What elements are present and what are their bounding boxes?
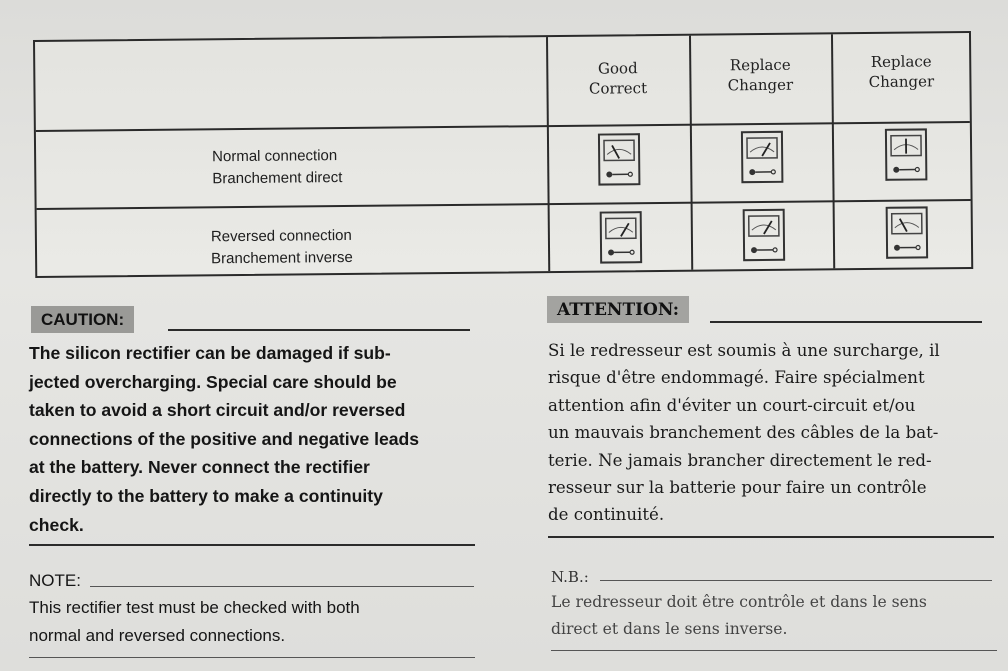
column-header-replace <box>831 51 971 92</box>
row-divider <box>37 199 971 209</box>
row-divider <box>36 121 970 131</box>
column-header-line: Changer <box>868 72 935 91</box>
column-header-line: Correct <box>588 79 648 98</box>
nb-paragraph <box>551 589 1003 643</box>
section-rule <box>548 536 994 538</box>
row-label-reversed <box>211 225 353 270</box>
row-label-line: Normal connection <box>212 147 338 166</box>
paragraph-line: attention afin d'éviter un court-circuit et/ou <box>548 395 916 415</box>
paragraph-line: Le redresseur doit être contrôle et dans le sens <box>551 593 927 611</box>
paragraph-line: direct et dans le sens inverse. <box>551 620 788 638</box>
paragraph-line: un mauvais branchement des câbles de la bat- <box>548 423 939 443</box>
paragraph-line: check. <box>29 514 84 535</box>
paragraph-line: normal and reversed connections. <box>29 626 286 645</box>
caution-paragraph <box>29 339 473 539</box>
meter-icon <box>742 208 787 262</box>
attention-heading: ATTENTION: <box>547 296 689 323</box>
section-rule <box>29 657 475 658</box>
row-label-line: Branchement direct <box>212 169 343 188</box>
meter-icon <box>885 205 930 259</box>
nb-heading: N.B.: <box>551 568 589 586</box>
note-paragraph <box>29 594 479 650</box>
paragraph-line: The silicon rectifier can be damaged if sub- <box>29 343 391 363</box>
column-header-line: Good <box>597 59 638 78</box>
note-heading: NOTE: <box>29 571 81 590</box>
paragraph-line: risque d'être endommagé. Faire spécialment <box>548 368 925 388</box>
paragraph-line: This rectifier test must be checked with both <box>29 598 360 617</box>
paragraph-line: connections of the positive and negative leads <box>29 428 420 449</box>
paragraph-line: resseur sur la batterie pour faire un contrôle <box>548 478 927 498</box>
paragraph-line: directly to the battery to make a continuity <box>29 485 383 506</box>
caution-heading: CAUTION: <box>31 306 134 333</box>
paragraph-line: Si le redresseur est soumis à une surcharge, il <box>548 341 940 360</box>
section-rule <box>551 650 997 651</box>
test-result-table <box>33 31 973 278</box>
section-rule <box>29 544 475 546</box>
column-header-line: Replace <box>729 55 791 75</box>
paragraph-line: at the battery. Never connect the rectifier <box>29 457 370 478</box>
heading-rule <box>710 321 982 323</box>
column-header-replace <box>689 54 831 95</box>
heading-rule <box>90 586 474 587</box>
meter-icon <box>884 127 929 181</box>
paragraph-line: jected overcharging. Special care should be <box>29 371 397 392</box>
row-label-normal <box>212 145 342 190</box>
meter-icon <box>597 132 642 186</box>
column-header-good <box>546 58 689 99</box>
column-header-line: Replace <box>870 52 932 71</box>
paragraph-line: taken to avoid a short circuit and/or reversed <box>29 400 406 421</box>
heading-rule <box>168 329 470 331</box>
paragraph-line: terie. Ne jamais brancher directement le red- <box>548 450 932 470</box>
column-header-line: Changer <box>727 75 794 95</box>
heading-rule <box>600 580 992 581</box>
meter-icon <box>740 130 785 184</box>
attention-paragraph <box>548 337 988 529</box>
row-label-line: Reversed connection <box>210 226 352 246</box>
row-label-line: Branchement inverse <box>211 248 353 268</box>
meter-icon <box>599 210 644 264</box>
paragraph-line: de continuité. <box>548 505 665 525</box>
